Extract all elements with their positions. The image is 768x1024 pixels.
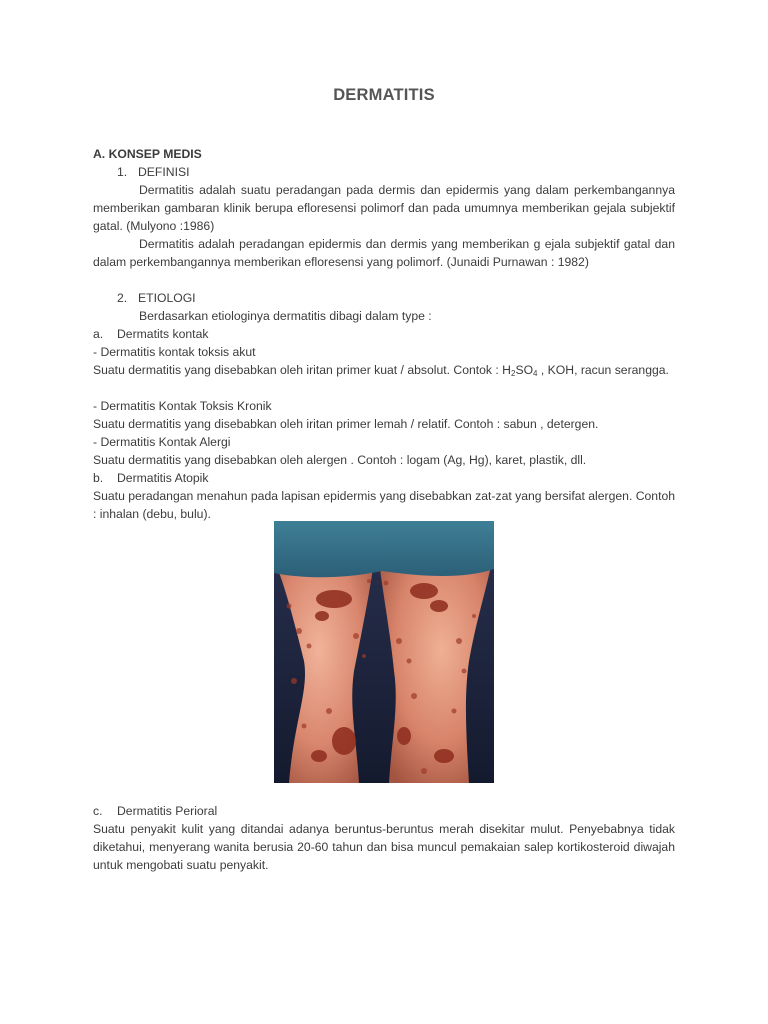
paragraph-definition-2: Dermatitis adalah peradangan epidermis dan dermis yang memberikan g ejala subjektif gatal dan dalam perkembangannya memberikan efloresensi yang polimorf. (Junaidi Purnawan : 1982) <box>93 237 675 269</box>
subsection-label: ETIOLOGI <box>138 291 196 305</box>
subscript: 2 <box>510 369 516 378</box>
text-akut-post: , KOH, racun serangga. <box>537 363 669 377</box>
list-number: 1. <box>117 165 128 179</box>
list-item-a <box>93 325 675 343</box>
list-label: Dermatitis Perioral <box>117 804 218 818</box>
list-item-c <box>93 802 675 820</box>
list-letter: a. <box>93 327 104 341</box>
subtype-akut: - Dermatitis kontak toksis akut <box>93 345 256 359</box>
paragraph-kronik: Suatu dermatitis yang disebabkan oleh iritan primer lemah / relatif. Contoh : sabun , detergen. <box>93 417 599 431</box>
list-label: Dermatitis Atopik <box>117 471 209 485</box>
subtype-alergi: - Dermatitis Kontak Alergi <box>93 435 231 449</box>
text-akut-mid: SO <box>515 363 534 377</box>
page-title: DERMATITIS <box>333 86 435 104</box>
subsection-definisi <box>93 163 699 181</box>
paragraph-definition-1: Dermatitis adalah suatu peradangan pada dermis dan epidermis yang dalam perkembangannya memberikan gambaran klinik berupa efloresensi polimorf dan pada umumnya memberikan gejala subjektif gatal. (Mulyono :1986) <box>93 183 675 233</box>
text-akut-pre: Suatu dermatitis yang disebabkan oleh iritan primer kuat / absolut. Contok : H <box>93 363 511 377</box>
list-letter: b. <box>93 471 104 485</box>
subscript: 4 <box>533 369 538 378</box>
subtype-kronik: - Dermatitis Kontak Toksis Kronik <box>93 399 272 413</box>
subsection-etiologi <box>93 289 699 307</box>
list-label: Dermatits kontak <box>117 327 209 341</box>
list-letter: c. <box>93 804 103 818</box>
list-item-b <box>93 469 675 487</box>
paragraph-alergi: Suatu dermatitis yang disebabkan oleh alergen . Contoh : logam (Ag, Hg), karet, plastik, dll. <box>93 453 587 467</box>
paragraph-perioral: Suatu penyakit kulit yang ditandai adanya beruntus-beruntus merah disekitar mulut. Penyebabnya tidak diketahui, menyerang wanita berusia 20-60 tahun dan bisa muncul pemakaian salep kortikosteroid diwajah untuk mengobati suatu penyakit. <box>93 822 675 872</box>
paragraph-atopik: Suatu peradangan menahun pada lapisan epidermis yang disebabkan zat-zat yang bersifat alergen. Contoh : inhalan (debu, bulu). <box>93 489 676 521</box>
list-number: 2. <box>117 291 128 305</box>
section-heading: A. KONSEP MEDIS <box>93 147 202 161</box>
paragraph-akut <box>93 361 675 379</box>
paragraph-etiologi: Berdasarkan etiologinya dermatitis dibagi dalam type : <box>139 309 432 323</box>
dermatitis-photo <box>274 521 494 783</box>
subsection-label: DEFINISI <box>138 165 190 179</box>
